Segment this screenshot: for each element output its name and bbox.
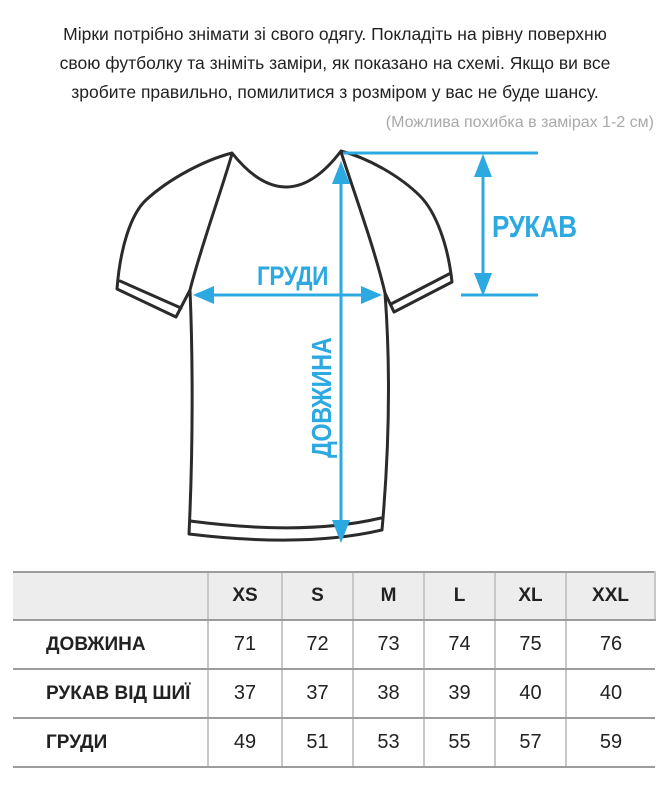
measurement-row-label: РУКАВ ВІД ШИЇ (13, 669, 208, 718)
tshirt-outline (117, 151, 452, 540)
sleeve-label: РУКАВ (492, 209, 577, 245)
table-row (13, 620, 655, 669)
sleeve-arrowhead-bottom (474, 273, 492, 296)
measurement-value-cell: 74 (424, 620, 495, 669)
measurement-value-cell: 39 (424, 669, 495, 718)
measurement-value-cell: 37 (208, 669, 282, 718)
table-row (13, 669, 655, 718)
measurement-row-label: ДОВЖИНА (13, 620, 208, 669)
table-row (13, 718, 655, 767)
measurement-value-cell: 72 (282, 620, 353, 669)
size-column-header: XS (208, 572, 282, 620)
size-table-header-row (13, 572, 655, 620)
size-column-header: XXL (566, 572, 655, 620)
size-column-header: XL (495, 572, 566, 620)
measurement-value-cell: 59 (566, 718, 655, 767)
measuring-instructions (35, 20, 635, 107)
measurement-value-cell: 37 (282, 669, 353, 718)
length-label: ДОВЖИНА (307, 337, 338, 458)
measurement-value-cell: 53 (353, 718, 424, 767)
measurement-value-cell: 55 (424, 718, 495, 767)
tolerance-note: (Можлива похибка в замірах 1-2 см) (385, 114, 654, 131)
size-column-header: S (282, 572, 353, 620)
measurement-value-cell: 40 (495, 669, 566, 718)
size-table-corner-cell (13, 572, 208, 620)
measurement-value-cell: 76 (566, 620, 655, 669)
instructions-line-3: зробите правильно, помилитися з розміром у вас не буде шансу. (71, 82, 599, 102)
size-column-header: L (424, 572, 495, 620)
instructions-line-1: Мірки потрібно знімати зі свого одягу. Покладіть на рівну поверхню (63, 24, 607, 44)
tshirt-measurement-diagram (0, 140, 670, 570)
measurement-value-cell: 38 (353, 669, 424, 718)
measurement-value-cell: 51 (282, 718, 353, 767)
size-column-header: M (353, 572, 424, 620)
measurement-value-cell: 71 (208, 620, 282, 669)
measurement-value-cell: 73 (353, 620, 424, 669)
measurement-value-cell: 75 (495, 620, 566, 669)
size-table-body (13, 620, 655, 767)
measurement-value-cell: 57 (495, 718, 566, 767)
measurement-value-cell: 49 (208, 718, 282, 767)
tshirt-silhouette (117, 151, 452, 540)
chest-label: ГРУДИ (257, 261, 328, 292)
size-table (13, 571, 656, 768)
sleeve-arrowhead-top (474, 154, 492, 177)
measurement-value-cell: 40 (566, 669, 655, 718)
measurement-row-label: ГРУДИ (13, 718, 208, 767)
instructions-line-2: свою футболку та зніміть заміри, як показано на схемі. Якщо ви все (59, 53, 611, 73)
